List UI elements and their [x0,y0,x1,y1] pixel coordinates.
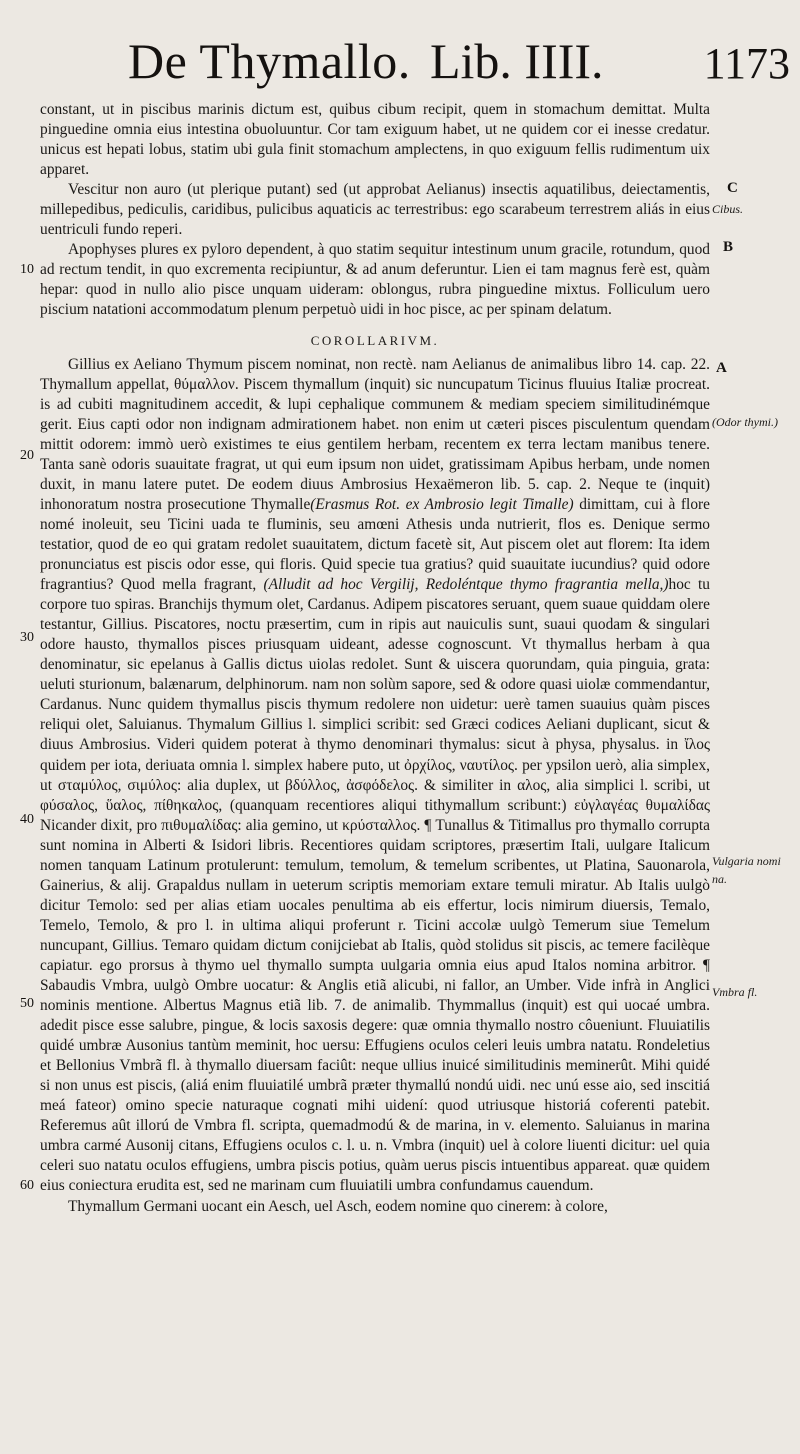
marginal-note-vulgaria-nomi: Vulgaria nomi [712,854,781,868]
line-number-50: 50 [20,996,34,1011]
book-number: Lib. IIII. [430,33,604,89]
paragraph-apophyses: Apophyses plures ex pyloro dependent, à quo statim sequitur intestinum unum gracile, rotundum, quod ad rectum tendit, in quo excrementa recipiuntur, & ad anum deferuntur. Lien ei tam magnus ferè est, quàm hepar: quod in nullo alio pisce unquam uideram: oblongus, rubra pinguedine mixtus. Folliculum uero piscium natationi accommodatum plenum perpetuò uidi in hoc pisce, ac per spinam delatum. [40,241,710,319]
paragraph-germani: Thymallum Germani uocant ein Aesch, uel Asch, eodem nomine quo cinerem: à colore, [68,1197,608,1215]
line-number-20: 20 [20,448,34,463]
section-letter-c: C [727,180,738,196]
marginal-note-umbra-fl: Vmbra fl. [712,985,758,999]
line-number-30: 30 [20,630,34,645]
running-head [100,28,790,94]
marginal-note-odor-thymi: (Odor thymi.) [712,415,778,429]
line-number-10: 10 [20,262,34,277]
section-letter-a: A [716,360,727,376]
corollarium-heading: COROLLARIVM. [310,332,440,348]
marginal-note-na: na. [712,872,727,886]
vergil-note: (Alludit ad hoc Vergilij, Redoléntque thymo fragrantia mella,) [263,576,669,594]
paragraph-gillius-a: Gillius ex Aeliano Thymum piscem nominat, non rectè. nam Aelianus de animalibus libro 14. cap. 22. Thymallum appellat, θύμαλλον. Piscem thymallum (inquit) sic nuncupatum Ticinus fluuius Italiæ procreat. is ad cubiti magnitudinem accedit, & lupi cephalique communem & mediam speciem similitudinémque gerit. Eius capti odor non indignam admirationem habet. non enim ut cæteri pisces pisculentum quendam mittit odorem: immò uerò existimes te eius gentilem herbam, recentem ex terra lectam manibus tenere. Tanta sanè odoris suauitate fragrat, ut qui eum ipsum non uidet, gratissimam Apibus herbam, unde nomen duxit, in manu latere putet. De eodem diuus Ambrosius Hexaëmeron lib. 5. cap. 2. Neque te (inquit) inhonoratum nostra prosecutione Thymalle [40,355,710,513]
running-title: De Thymallo. [128,33,411,89]
section-letter-b: B [723,239,734,255]
text-block [40,100,710,1217]
paragraph-gillius-b: dimittam, cui à flore nomé inoleuit, seu Ticini uada te fluminis, seu amœni Athesis unda nutrierit, flos es. Denique sermo testatior, quod de eo qui gratam redolet suauitatem, dictum facetè sit, Aut piscem olet aut florem: Ita idem pronunciatus est piscis odor esse, qui floris. Quid specie tua gratius? quid suauitate iucundius? quid odore fragrantius? Quod mella fragrant, [40,495,710,594]
line-number-40: 40 [20,812,34,827]
folio-number: 1173 [703,39,790,88]
marginal-note-cibus: Cibus. [712,202,744,216]
paragraph-gillius-c: hoc tu corpore tuo spiras. Branchijs thymum olet, Cardanus. Adipem piscatores seruant, quem suaue quiddam olere testantur, Gillius. Piscatores, noctu præsertim, cum in ripis aut nauiculis sunt, suaui quodam & singulari odore hausto, thymallos pisces priusquam uideant, adesse cognoscunt. Vt thymallus herbam à qua denominatur, sic epelanus à Gallis dictus uiolas redolet. Sunt & uiscera quorundam, quia pinguia, grata: ueluti sturionum, balænarum, delphinorum. nam non solùm sapore, sed & odore quasi uiolæ commendantur, Cardanus. Nunc quidem thymallus piscis thymum redolere non uidetur: uerè tamen suauius quàm pisces reliqui olet, Saluianus. Thymalum Gillius l. simplici scribit: sed Græci codices Aeliani duplicant, sicut & diuus Ambrosius. Videri quidem poterat à thymo denominari thymalus: sicut à physa, physalus. in ἴλος quidem per iota, deriuata omnia l. simplex habere puto, ut ὀρχίλος, ναυτίλος. per ypsilon uerò, alia simplex, ut σταμύλος, σιμύλος: alia duplex, ut βδύλλος, ἀσφόδελος. & similiter in αλος, alia simplici l. scribi, ut φύσαλος, ὕαλος, πίθηκαλος, (quanquam recentiores aliqui tithymallum scribunt:) εὐγλαγέας θυμαλίδας Nicander dixit, pro πιθυμαλίδας: alia gemino, ut κρύσταλλος. ¶ Tunallus & Titimallus pro thymallo corrupta sunt nomina in Alberti & Isidori libris. Recentiores quidam scriptores, præsertim Itali, uulgare Italicum nomen tanquam Latinum protulerunt: temulum, temolum, & temelum scribentes, ut Platina, Sauonarola, Gainerius, & alij. Grapaldus nullam in ueterum scriptis memoriam extare temuli miratur. Ab Italis uulgò dicitur Temolo: sed per alias etiam uocales penultima ab eis effertur, locis nimirum diuersis, Temalo, Temelo, Temolo, & pro l. in ultima aliqui proferunt r. Ticini accolæ uulgò Temerum siue Temelum nuncupant, Gillius. Temaro quidam dictum conijciebat ab Italis, quòd stolidus sit piscis, ac temere facilèque capiatur. ego prorsus à thymo uel thymallo sumpta uulgaria omnia eius apud Italos nomina arbitror. ¶ Sabaudis Vmbra, uulgò Ombre uocatur: & Anglis etiã alicubi, ni fallor, an Umber. Vide infrà in Anglici nominis mentione. Albertus Magnus etiã lib. 7. de animalib. Thymmallus (inquit) est qui uocaé umbra. adedit pisce esse salubre, pingue, & locis saxosis degere: quæ omnia thymallo nostro côueniunt. Fluuiatilis quidé umbræ Ausonius tantùm meminit, hoc uersu: Effugiens oculos celeri leuis umbra natatu. Rondeletius et Bellonius Vmbrã fl. à thymallo diuersam faciût: neque ullius inuicé similitudinis meminerût. Mihi quidé si non unus est piscis, (aliá enim fluuiatilé umbrã præter thymallú nondú uidi. nec unú esse aio, sed inscitiá meá fateor) omino specie naturaque cognati mihi uidení: quod utriusque historiá coferenti patebit. Referemus aût illorú de Vmbra fl. scripta, quemadmodú & de marina, in v. elemento. Saluianus in marina umbra carmé Ausonij citans, Effugiens oculos c. l. u. n. Vmbra (inquit) uel à colore liuenti dicitur: uel quia celeri suo natatu oculos effugiens, umbra piscis potius, quàm uerus piscis intuentibus appareat. quæ quidem eius coniectura erudita est, sed ne marinam cum fluuiatili umbra confundamus cauendum. [40,576,710,1195]
paragraph-food: Vescitur non auro (ut plerique putant) sed (ut approbat Aelianus) insectis aquatilibus, deiectamentis, millepedibus, pediculis, caridibus, pulicibus aquaticis ac terrestribus: ego scarabeum terrestrem aliás in eius uentriculi fundo reperi. [40,181,710,239]
erasmus-note: (Erasmus Rot. ex Ambrosio legit Timalle) [310,495,574,513]
paragraph-gillius [40,355,710,1197]
line-number-60: 60 [20,1178,34,1193]
paragraph-anatomy: constant, ut in piscibus marinis dictum est, quibus cibum recipit, quem in stomachum demittat. Multa pinguedine omnia eius intestina obuoluuntur. Cor tam exiguum habet, ut ne quidem cor ei inesse credatur. unicus est hepati lobus, statim ubi gula finit stomachum amplectens, in quo exiguum fellis rudimentum uix apparet. [40,101,710,179]
